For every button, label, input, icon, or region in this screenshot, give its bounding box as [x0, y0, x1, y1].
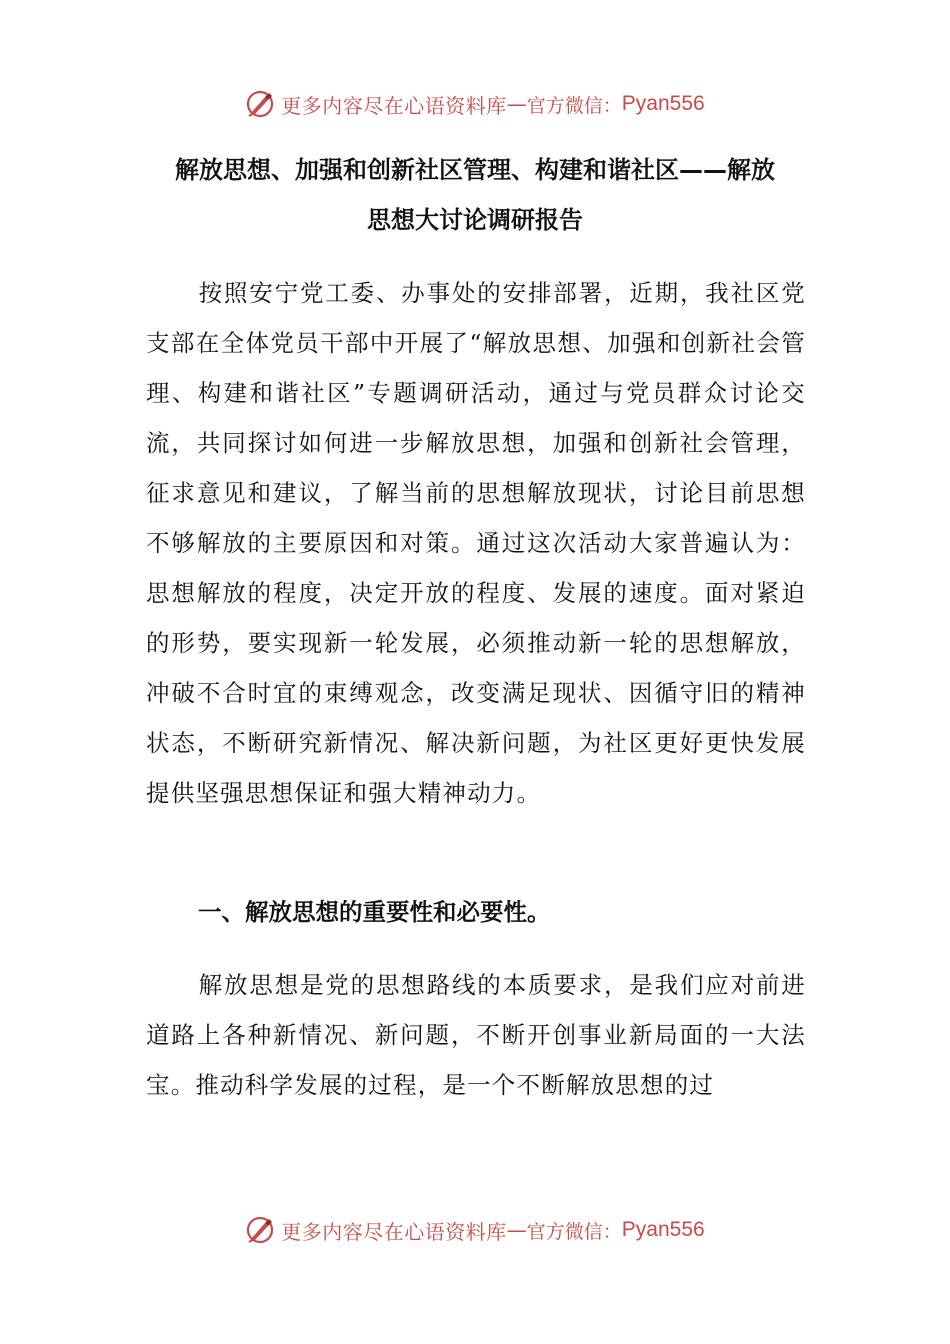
document-title-line-2: 思想大讨论调研报告 — [367, 206, 583, 234]
watermark-label: 官方微信： — [526, 1220, 622, 1243]
watermark-wechat-id: Pyan556 — [621, 1218, 705, 1241]
section-1-paragraph — [146, 960, 806, 1110]
pen-logo-icon — [245, 89, 275, 119]
watermark-footer — [0, 1210, 950, 1250]
section-1-paragraph-text: 解放思想是党的思想路线的本质要求，是我们应对前进道路上各种新情况、新问题，不断开创事业新局面的一大法宝。推动科学发展的过程，是一个不断解放思想的过 — [146, 971, 806, 1099]
watermark-label: 官方微信： — [526, 94, 622, 117]
watermark-dash: — — [506, 1218, 527, 1242]
section-heading-1: 一、解放思想的重要性和必要性。 — [198, 898, 551, 926]
watermark-text: 更多内容尽在心语资料库 — [281, 1219, 507, 1244]
watermark-wechat-id: Pyan556 — [621, 92, 705, 115]
intro-paragraph-text: 按照安宁党工委、办事处的安排部署，近期，我社区党支部在全体党员干部中开展了“解放思想、加强和创新社会管理、构建和谐社区”专题调研活动，通过与党员群众讨论交流，共同探讨如何进一步解放思想，加强和创新社会管理，征求意见和建议，了解当前的思想解放现状，讨论目前思想不够解放的主要原因和对策。通过这次活动大家普遍认为：思想解放的程度，决定开放的程度、发展的速度。面对紧迫的形势，要实现新一轮发展，必须推动新一轮的思想解放，冲破不合时宜的束缚观念，改变满足现状、因循守旧的精神状态，不断研究新情况、解决新问题，为社区更好更快发展提供坚强思想保证和强大精神动力。 — [146, 279, 806, 807]
watermark-text: 更多内容尽在心语资料库 — [281, 93, 507, 118]
pen-logo-icon — [245, 1215, 275, 1245]
watermark-dash: — — [506, 92, 527, 116]
watermark-header — [0, 84, 950, 124]
intro-paragraph — [146, 268, 806, 818]
document-title-line-1: 解放思想、加强和创新社区管理、构建和谐社区——解放 — [175, 156, 775, 184]
